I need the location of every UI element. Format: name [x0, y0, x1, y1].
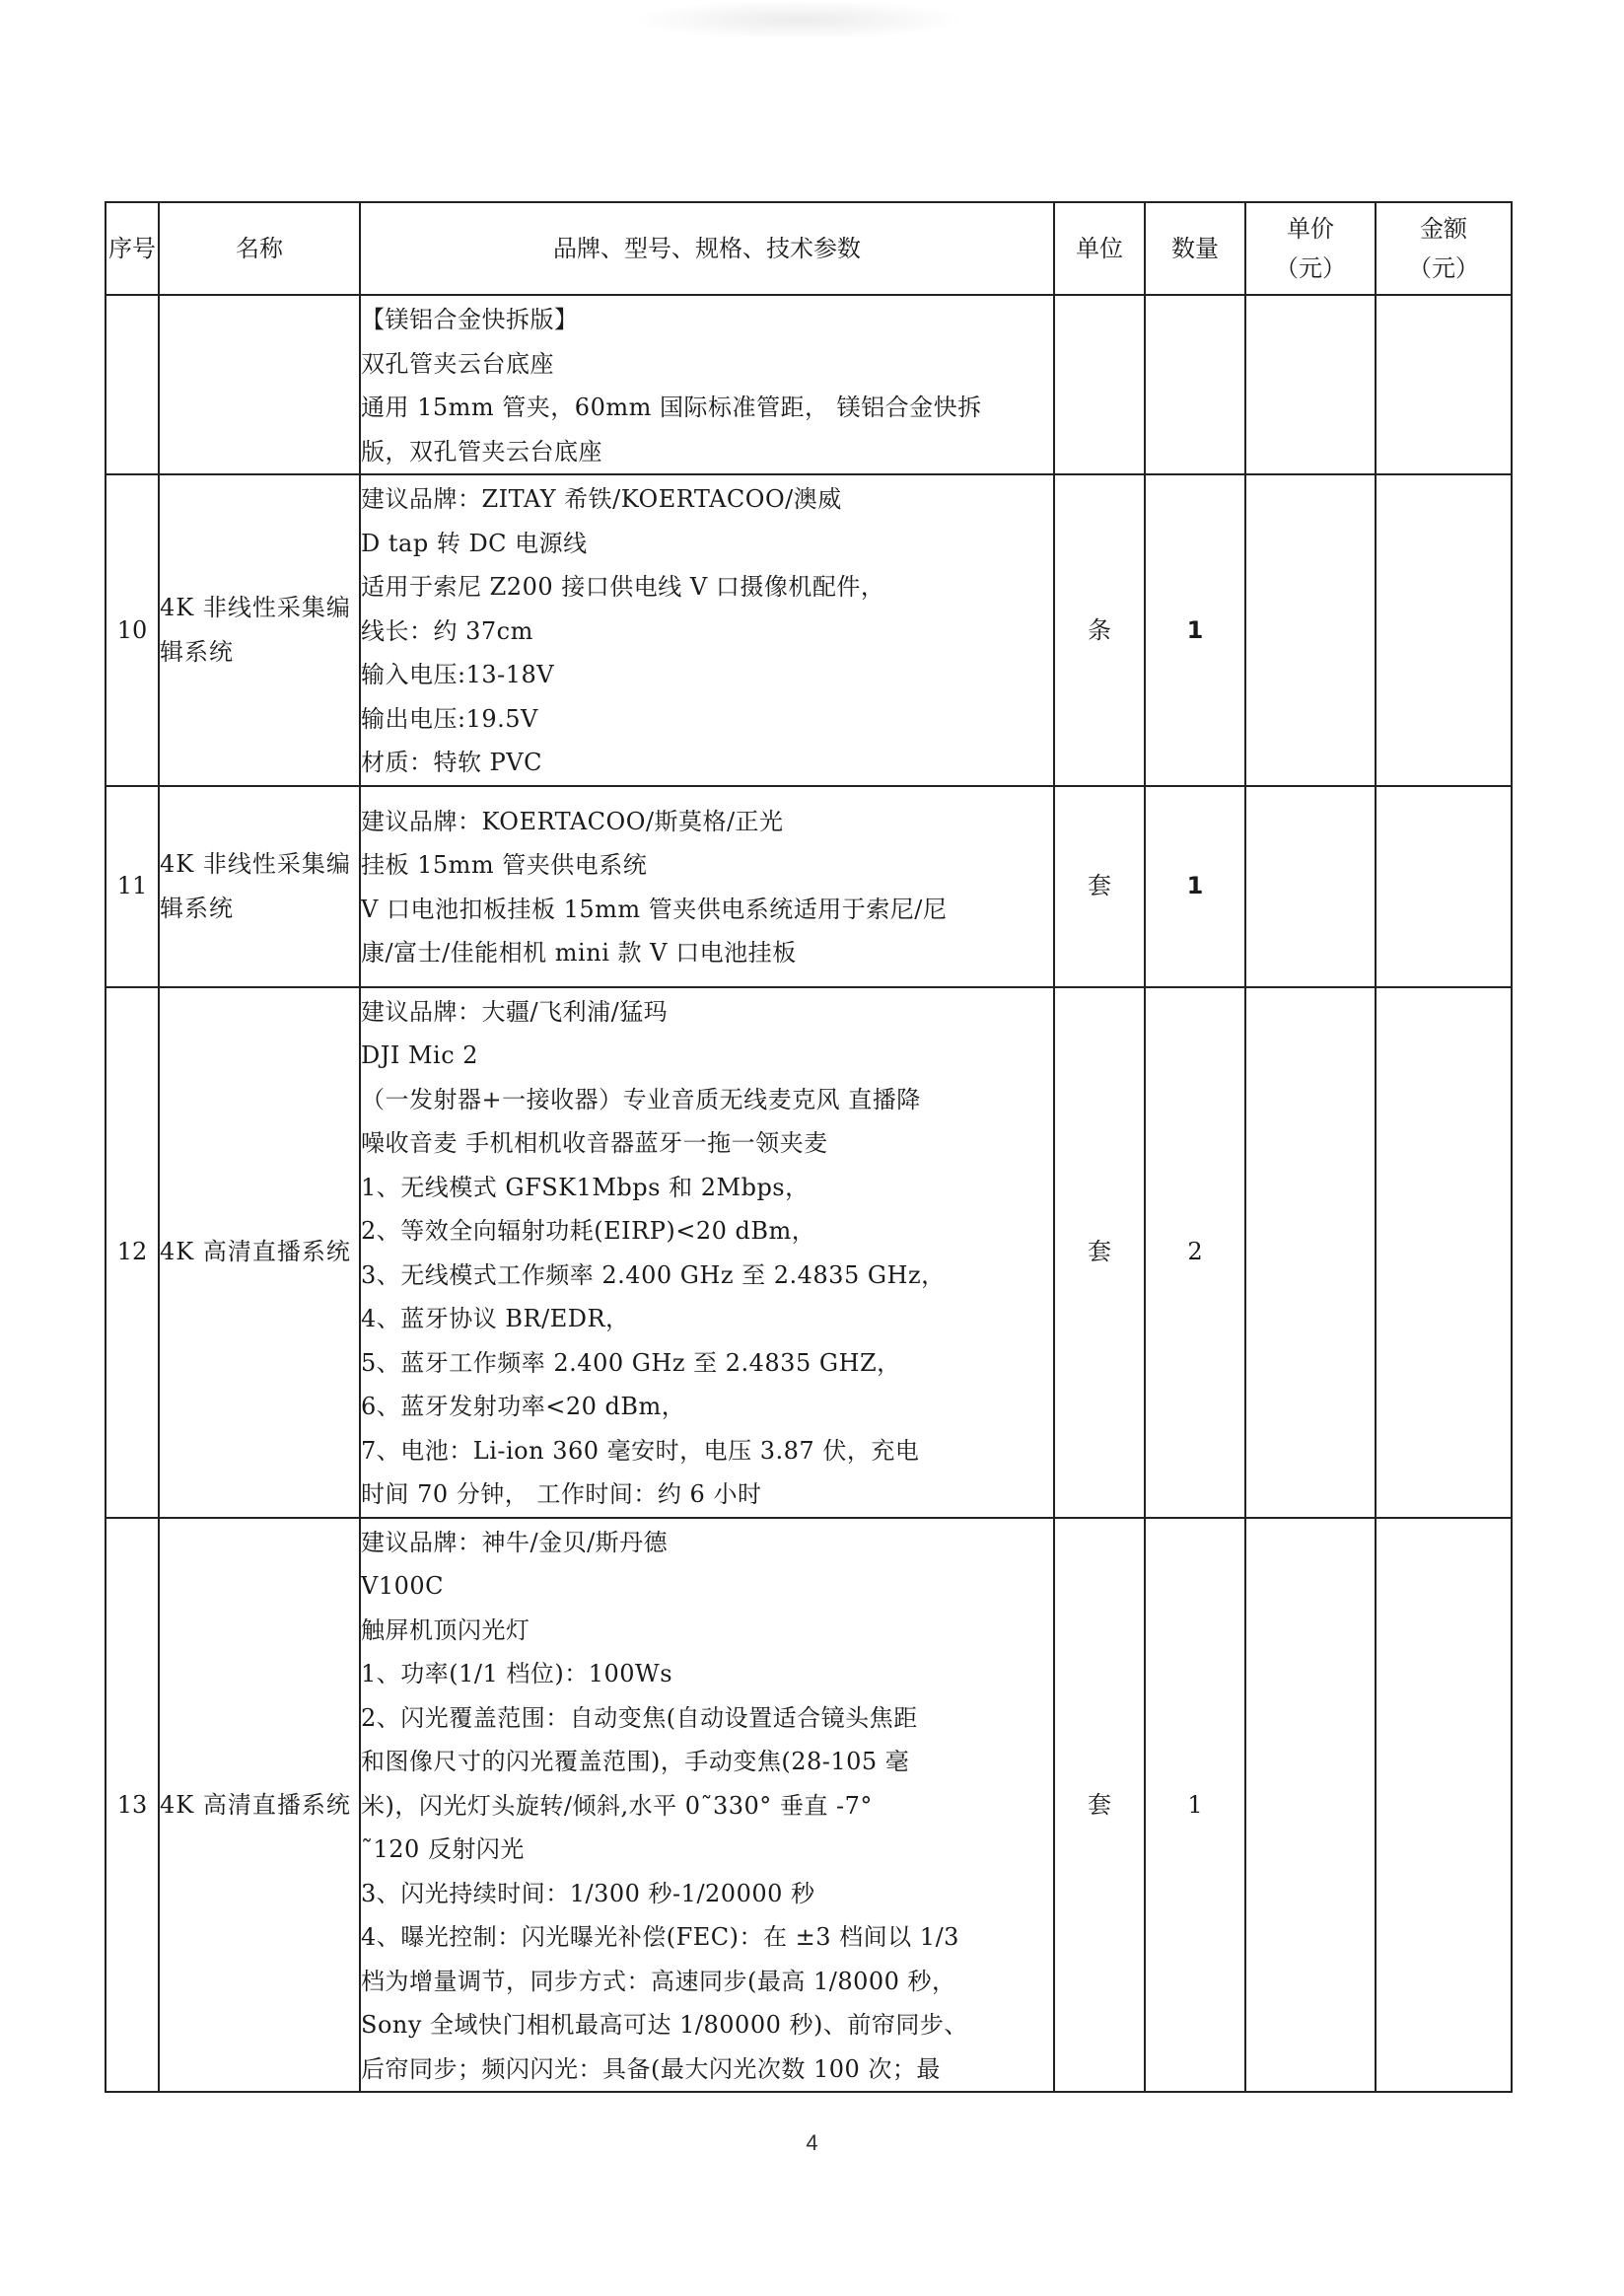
item-spec — [360, 1518, 1054, 2093]
spec-line: 5、蓝牙工作频率 2.400 GHz 至 2.4835 GHZ， — [361, 1348, 901, 1377]
spec-line: 后帘同步；频闪闪光：具备(最大闪光次数 100 次；最 — [361, 2054, 941, 2083]
item-amount — [1376, 1518, 1512, 2093]
item-name: 4K 非线性采集编辑系统 — [159, 786, 360, 987]
spec-line: 版，双孔管夹云台底座 — [361, 437, 602, 466]
header-unit-price-line2: （元） — [1275, 254, 1346, 282]
table-body — [106, 295, 1512, 2092]
header-no-label: 序号 — [108, 235, 156, 262]
spec-line: 输出电压:19.5V — [361, 704, 538, 733]
spec-line: 建议品牌：KOERTACOO/斯莫格/正光 — [361, 807, 784, 835]
table-row — [106, 1518, 1512, 2093]
page-number: 4 — [806, 2130, 818, 2155]
spec-line: 4、曝光控制：闪光曝光补偿(FEC)：在 ±3 档间以 1/3 — [361, 1923, 959, 1951]
spec-line: 4、蓝牙协议 BR/EDR， — [361, 1305, 630, 1332]
item-quantity — [1145, 295, 1245, 474]
row-number — [106, 295, 159, 474]
item-unit-price — [1245, 295, 1376, 474]
spec-line: 挂板 15mm 管夹供电系统 — [361, 851, 648, 879]
spec-line: 档为增量调节，同步方式：高速同步(最高 1/8000 秒， — [361, 1967, 956, 1995]
item-amount — [1376, 295, 1512, 474]
spec-line: 6、蓝牙发射功率<20 dBm， — [361, 1393, 686, 1420]
procurement-spec-table — [105, 201, 1513, 2093]
item-unit: 条 — [1054, 474, 1145, 786]
item-unit: 套 — [1054, 1518, 1145, 2093]
item-quantity: 2 — [1145, 987, 1245, 1518]
item-amount — [1376, 786, 1512, 987]
item-spec — [360, 295, 1054, 474]
spec-line: 通用 15mm 管夹，60mm 国际标准管距， 镁铝合金快拆 — [361, 394, 982, 421]
spec-line: 1、功率(1/1 档位)：100Ws — [361, 1660, 673, 1687]
item-unit-price — [1245, 786, 1376, 987]
spec-line: （一发射器+一接收器）专业音质无线麦克风 直播降 — [361, 1085, 921, 1113]
header-spec: 品牌、型号、规格、技术参数 — [360, 202, 1054, 295]
table-row — [106, 295, 1512, 474]
item-quantity: 1 — [1145, 1518, 1245, 2093]
spec-line: 3、闪光持续时间：1/300 秒-1/20000 秒 — [361, 1879, 815, 1907]
table-row — [106, 786, 1512, 987]
item-unit-price — [1245, 987, 1376, 1518]
header-amount-line2: （元） — [1408, 254, 1479, 282]
item-unit: 套 — [1054, 786, 1145, 987]
item-quantity: 1 — [1145, 786, 1245, 987]
item-name: 4K 高清直播系统 — [159, 1518, 360, 2093]
spec-line: 适用于索尼 Z200 接口供电线 V 口摄像机配件， — [361, 573, 885, 601]
spec-line: 3、无线模式工作频率 2.400 GHz 至 2.4835 GHz， — [361, 1260, 946, 1289]
spec-line: 1、无线模式 GFSK1Mbps 和 2Mbps， — [361, 1173, 810, 1201]
item-amount — [1376, 987, 1512, 1518]
spec-line: 米)，闪光灯头旋转/倾斜,水平 0˜330° 垂直 -7° — [361, 1791, 873, 1820]
spec-line: 噪收音麦 手机相机收音器蓝牙一拖一领夹麦 — [361, 1129, 828, 1157]
spec-line: ˜120 反射闪光 — [361, 1835, 525, 1863]
spec-line: Sony 全域快门相机最高可达 1/80000 秒)、前帘同步、 — [361, 2011, 968, 2039]
spec-line: DJI Mic 2 — [361, 1041, 479, 1069]
spec-line: 【镁铝合金快拆版】 — [361, 306, 579, 333]
header-unit-price-line1: 单价 — [1287, 215, 1334, 243]
spec-line: 和图像尺寸的闪光覆盖范围)，手动变焦(28-105 毫 — [361, 1748, 910, 1775]
item-name: 4K 非线性采集编辑系统 — [159, 474, 360, 786]
spec-line: 建议品牌：大疆/飞利浦/猛玛 — [361, 997, 669, 1026]
header-unit: 单位 — [1054, 202, 1145, 295]
item-spec — [360, 987, 1054, 1518]
header-amount — [1376, 202, 1512, 295]
item-quantity: 1 — [1145, 474, 1245, 786]
spec-line: 时间 70 分钟， 工作时间：约 6 小时 — [361, 1480, 762, 1508]
item-unit: 套 — [1054, 987, 1145, 1518]
spec-line: 双孔管夹云台底座 — [361, 349, 554, 378]
spec-line: V 口电池扣板挂板 15mm 管夹供电系统适用于索尼/尼 — [361, 895, 948, 923]
item-unit-price — [1245, 1518, 1376, 2093]
header-unit-price — [1245, 202, 1376, 295]
item-spec — [360, 474, 1054, 786]
item-name: 4K 高清直播系统 — [159, 987, 360, 1518]
spec-line: 建议品牌：神牛/金贝/斯丹德 — [361, 1528, 669, 1556]
header-name: 名称 — [159, 202, 360, 295]
row-number: 12 — [106, 987, 159, 1518]
item-unit — [1054, 295, 1145, 474]
row-number: 11 — [106, 786, 159, 987]
spec-line: 输入电压:13-18V — [361, 661, 555, 688]
spec-line: 线长：约 37cm — [361, 616, 533, 645]
item-unit-price — [1245, 474, 1376, 786]
spec-line: 触屏机顶闪光灯 — [361, 1615, 530, 1644]
header-no — [106, 202, 159, 295]
header-qty: 数量 — [1145, 202, 1245, 295]
spec-line: 2、闪光覆盖范围：自动变焦(自动设置适合镜头焦距 — [361, 1703, 918, 1732]
table-header-row — [106, 202, 1512, 295]
spec-line: 7、电池：Li-ion 360 毫安时，电压 3.87 伏，充电 — [361, 1436, 920, 1465]
row-number: 10 — [106, 474, 159, 786]
spec-line: 康/富士/佳能相机 mini 款 V 口电池挂板 — [361, 939, 797, 967]
scan-artifact — [631, 0, 966, 39]
table-row — [106, 474, 1512, 786]
row-number: 13 — [106, 1518, 159, 2093]
spec-line: 2、等效全向辐射功耗(EIRP)<20 dBm， — [361, 1217, 816, 1245]
item-spec — [360, 786, 1054, 987]
item-name — [159, 295, 360, 474]
table-row — [106, 987, 1512, 1518]
header-amount-line1: 金额 — [1420, 215, 1467, 243]
item-amount — [1376, 474, 1512, 786]
spec-line: 材质：特软 PVC — [361, 749, 542, 776]
spec-line: 建议品牌：ZITAY 希铁/KOERTACOO/澳威 — [361, 485, 842, 513]
spec-line: V100C — [361, 1572, 445, 1600]
spec-line: D tap 转 DC 电源线 — [361, 529, 588, 557]
